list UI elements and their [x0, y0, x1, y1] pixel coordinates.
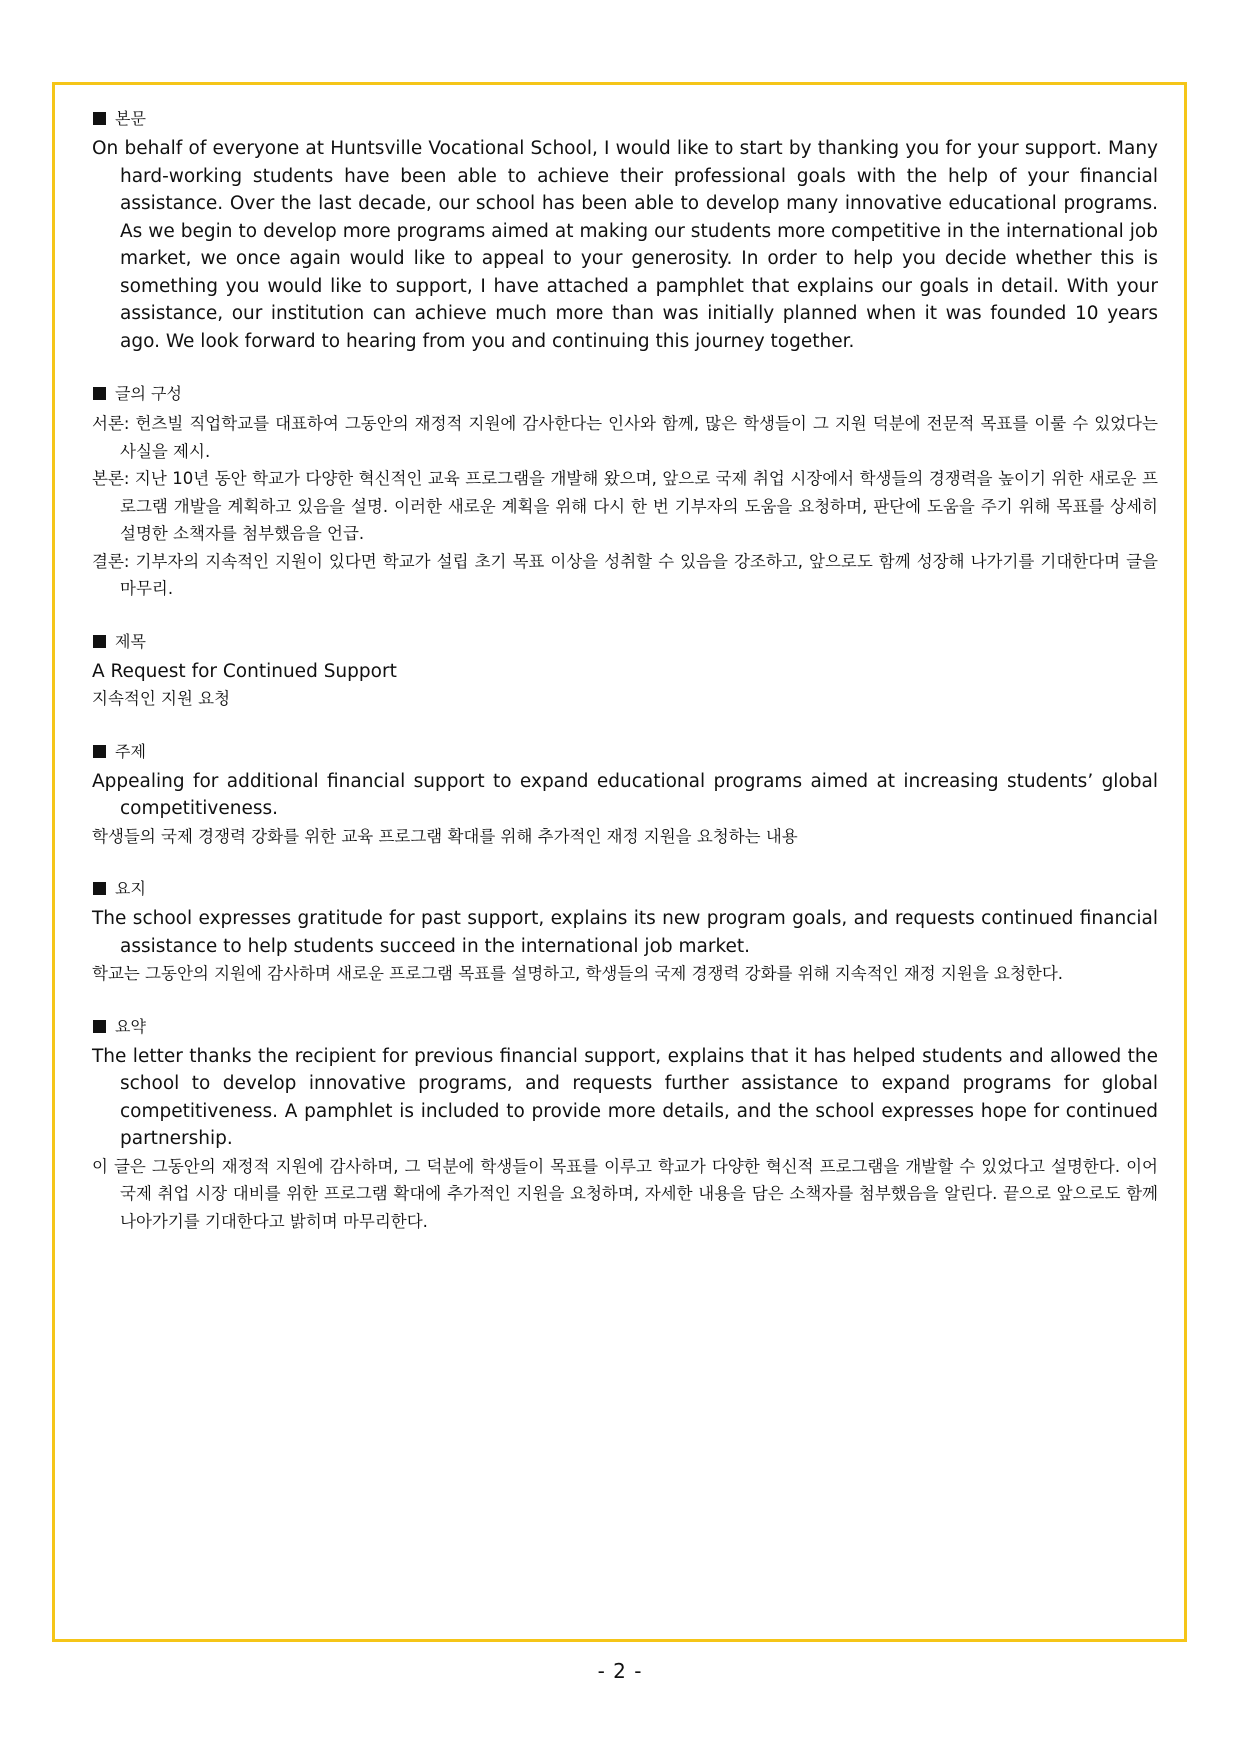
section-heading-label: 요약	[115, 1016, 146, 1036]
section-heading-label: 요지	[115, 879, 146, 898]
square-bullet-icon	[93, 387, 106, 400]
body-text: On behalf of everyone at Huntsville Vocational School, I would like to start by thanking you for your support. Many hard-working students have been able to achieve their professional goals with the help of your financial assistance. Over the last decade, our school has been able to develop many innovative educational programs. As we begin to develop more programs aimed at making our students more competitive in the international job market, we once again would like to appeal to your generosity. In order to help you decide whether this is something you would like to support, I have attached a pamphlet that explains our goals in detail. With your assistance, our institution can achieve much more than was initially planned when it was founded 10 years ago. We look forward to hearing from you and continuing this journey together.	[92, 138, 1158, 352]
square-bullet-icon	[93, 1020, 106, 1033]
summary-section	[92, 1016, 1158, 1236]
square-bullet-icon	[93, 745, 106, 758]
summary-english: The letter thanks the recipient for previous financial support, explains that it has helped students and allowed the school to develop innovative programs, and requests further assistance to expand programs for global competitiveness. A pamphlet is included to provide more details, and the school expresses hope for continued partnership.	[92, 1045, 1158, 1149]
topic-section	[92, 741, 1158, 851]
structure-conclusion: 결론: 기부자의 지속적인 지원이 있다면 학교가 설립 초기 목표 이상을 성취할 수 있음을 강조하고, 앞으로도 함께 성장해 나가기를 기대한다며 글을 마무리.	[92, 551, 1158, 598]
topic-korean: 학생들의 국제 경쟁력 강화를 위한 교육 프로그램 확대를 위해 추가적인 재정 지원을 요청하는 내용	[92, 826, 798, 846]
document-content	[92, 108, 1158, 1263]
square-bullet-icon	[93, 882, 106, 895]
title-section	[92, 631, 1158, 713]
gist-section	[92, 878, 1158, 988]
summary-korean: 이 글은 그동안의 재정적 지원에 감사하며, 그 덕분에 학생들이 목표를 이루고 학교가 다양한 혁신적 프로그램을 개발할 수 있었다고 설명한다. 이어 국제 취업 시장 대비를 위한 프로그램 확대에 추가적인 지원을 요청하며, 자세한 내용을 담은 소책자를 첨부했음을 알린다. 끝으로 앞으로도 함께 나아가기를 기대한다고 밝히며 마무리한다.	[92, 1156, 1158, 1231]
body-section	[92, 108, 1158, 355]
structure-intro: 서론: 헌츠빌 직업학교를 대표하여 그동안의 재정적 지원에 감사한다는 인사와 함께, 많은 학생들이 그 지원 덕분에 전문적 목표를 이룰 수 있었다는 사실을 제시.	[92, 414, 1158, 461]
square-bullet-icon	[93, 635, 106, 648]
gist-korean: 학교는 그동안의 지원에 감사하며 새로운 프로그램 목표를 설명하고, 학생들의 국제 경쟁력 강화를 위해 지속적인 재정 지원을 요청한다.	[92, 964, 1064, 983]
section-heading-label: 제목	[115, 631, 146, 651]
section-heading-label: 본문	[115, 109, 146, 128]
title-korean: 지속적인 지원 요청	[92, 689, 231, 708]
gist-english: The school expresses gratitude for past support, explains its new program goals, and requests continued financial assistance to help students succeed in the international job market.	[92, 908, 1158, 957]
page-number: - 2 -	[597, 1659, 643, 1683]
section-heading-summary	[92, 1016, 1158, 1038]
title-english: A Request for Continued Support	[92, 660, 397, 682]
topic-english: Appealing for additional financial support to expand educational programs aimed at increasing students’ global competitiveness.	[92, 770, 1158, 819]
section-heading-body	[92, 108, 1158, 130]
structure-main: 본론: 지난 10년 동안 학교가 다양한 혁신적인 교육 프로그램을 개발해 왔으며, 앞으로 국제 취업 시장에서 학생들의 경쟁력을 높이기 위한 새로운 프로그램 개발을 계획하고 있음을 설명. 이러한 새로운 계획을 위해 다시 한 번 기부자의 도움을 요청하며, 판단에 도움을 주기 위해 목표를 상세히 설명한 소책자를 첨부했음을 언급.	[92, 469, 1158, 543]
section-heading-topic	[92, 741, 1158, 763]
section-heading-gist	[92, 878, 1158, 900]
structure-section	[92, 383, 1158, 603]
square-bullet-icon	[93, 112, 106, 125]
section-heading-label: 글의 구성	[115, 384, 182, 403]
section-heading-title	[92, 631, 1158, 653]
section-heading-label: 주제	[115, 741, 146, 761]
section-heading-structure	[92, 383, 1158, 405]
